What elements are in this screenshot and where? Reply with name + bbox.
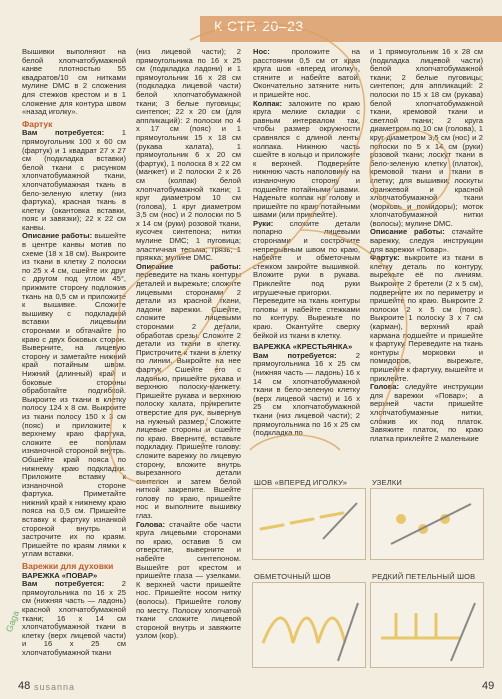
description-label: Описание работы:: [22, 231, 93, 241]
caption-overcast-stitch: ОБМЕТОЧНЫЙ ШОВ: [254, 572, 331, 581]
apron-label: Фартук:: [370, 253, 400, 263]
materials-label: Вам потребуется:: [22, 128, 105, 138]
glove-peasant-title: ВАРЕЖКА «КРЕСТЬЯНКА»: [253, 342, 353, 352]
blanket-stitch-drawing: [371, 583, 483, 667]
page-number-left: 48: [18, 680, 31, 692]
glove-chef-title: ВАРЕЖКА «ПОВАР»: [22, 570, 98, 580]
hat-label: Колпак:: [253, 98, 283, 108]
outline-dashed-line: [200, 300, 230, 460]
arms-text: сложите детали попарно лицевыми сторонами и сострочите непрерывным швом по краю, набейте и обметочным стежком закройте вышивкой. Вложите руки в рукава. Приклейте под руки игрушечные пригорки.: [253, 218, 360, 297]
section-heading-gloves: Варежки для духовки: [22, 561, 114, 572]
nose-text: проложите на расстоянии 0,5 см от края круга шов «вперед иголку», стяните и набейте ватой. Окончательно затяните нить и пришейте нос.: [253, 47, 360, 99]
stitch-knots-figure: [370, 488, 484, 560]
outline-curve-arm: [300, 230, 407, 420]
outline-circle: [370, 130, 450, 210]
materials-text: 2 прямоугольника по 16 х 25 см (нижняя часть — ладонь) красной хлопчатобумажной ткани; 16 х 14 см хлопчатобумажной ткани в клетку (верх лицевой части) и 16 х 25 см хлопчатобумажной ткани: [22, 579, 126, 657]
page-reference: К СТР. 20–23: [214, 18, 304, 34]
description-text: стачайте варежку, следуя инструкции для варежки «Повар».: [370, 227, 483, 254]
description-text: вышейте в центре канвы мотив по схеме (18 х 18 см). Выкроите из ткани в клетку 2 полоски по 25 х 4 см, сшейте их друг с другом под углом 45°, прижмите сторону подложив ткань на 0,5 см и приложите к вышивке. Сложите вышивку с подкладкой вставки лицевыми сторонами и обтачайте по краю с двух боковых сторон. Выверните, на лицевую сторону и заметайте нижний край потайным швом. Нижний (длинный) край и боковые стороны обработайте подгибкой. Выкроите из ткани в клетку полосу 124 х 8 см. Выкроите из ткани полосу 150 х 3 см (пояс) и приложите к верхнему краю фартука, сложите ее пополам изнаночной стороной внутрь. Обшейте край пояса по нижнему краю подкладки. Приложите вставку к изнаночной стороне фартука. Приметайте нижний край к нижнему краю пояса на 0,5 см. Пришейте вставку к фартуку изнанкой стороной внутрь и застрочите их по краям. Пришейте по краям лямки к углам вставки.: [22, 231, 126, 559]
page-number-right: 49: [482, 680, 495, 692]
caption-blanket-stitch: РЕДКИЙ ПЕТЕЛЬНЫЙ ШОВ: [372, 572, 476, 581]
nose-label: Нос:: [253, 47, 270, 56]
glove-chef-materials-cont: (низ лицевой части); 2 прямоугольника по 16 х 25 см (подкладка ладони) и 1 прямоугольник 16 х 28 см (подкладка лицевой части) белой хлопчатобумажной ткани; 3 белые пуговицы; синтепон; 22 х 20 см (для аппликаций): 2 полоски по 4 х 17 см (пояс) и 1 прямоугольник 15 х 18 см (рукава халата), 1 прямоугольник 6 х 20 см (фартук), 1 полоска 8 х 22 см (манжет) и 2 полоски 2 х 26 см (колпак) белой хлопчатобумажной ткани; 1 круг диаметром 10 см (голова), 1 круг диаметром 3,5 см (нос) и 2 полоски по 5 х 14 см (руки) розовой ткани, кусочек синтепона; нитки мулине DMC; 1 пуговица; эластичная тесьма; грязь; 1 пряжка; мулине DMC.: [136, 47, 241, 263]
running-stitch-drawing: [253, 489, 365, 559]
needle-icon: [323, 503, 357, 539]
head-text: следуйте инструкции для варежки «Повар»; а верхней части пришейте хлопчатобумажные нитки, сложив их под платок. Завяжите платок, по краю платка приклейте 2 маленькие: [370, 382, 483, 443]
outline-curve-hem: [250, 435, 340, 450]
head-label: Голова:: [136, 519, 166, 529]
caption-knots: УЗЕЛКИ: [372, 478, 403, 487]
materials-label: Вам потребуется:: [253, 350, 337, 360]
caption-running-stitch: ШОВ «ВПЕРЕД ИГОЛКУ»: [254, 478, 348, 487]
stitch-blanket-figure: [370, 582, 484, 668]
outline-curve-side: [110, 300, 160, 483]
description-label: Описание работы:: [370, 227, 445, 237]
hat-text: заложите по краю круга мелкие складки с равным интервалом так, чтобы размер окружности сравнялся с длиной ленты колпака. Нижнюю часть сшейте в кольцо и приложите к верхней. Подверните нижнюю часть наполовину на изнаночную сторону и подшейте потайными швами. Наденьте колпак на голову и пришейте по краю потайными швами (или приклейте).: [253, 98, 360, 220]
section-heading-apron: Фартук: [22, 118, 53, 129]
description-label: Описание работы:: [136, 261, 241, 271]
outline-curve-head: [150, 24, 365, 380]
intro-text: Вышивки выполняют на белой хлопчатобумажной канве плотностью 55 квадратов/10 см нитками мулине DMC в 2 сложения для стежков крестом и в 1 сложение для контура швом «назад иголку».: [22, 47, 126, 117]
knots-drawing: [371, 489, 483, 559]
outline-curve-collar: [120, 247, 240, 300]
stitch-overcast-figure: [252, 582, 366, 668]
head-text: стачайте обе части круга лицевыми сторонами по краю, оставив 5 см отверстие, выверните и набейте синтепоном. Вышейте рот крестом и пришейте глаза — узелками. К верхней части пришейте нос. Пришейте носом нитку (волосы). Пришейте голову по месту. Полоску хлопчатой ткани сложите лицевой стороной внутрь и завяжите узлом (кор).: [136, 519, 241, 641]
brand-logo: susanna: [34, 682, 76, 692]
materials-label: Вам потребуется:: [22, 579, 105, 589]
needle-icon: [391, 504, 471, 544]
materials-text: 2 прямоугольника 16 х 25 см (нижняя часть — ладонь) 16 х 14 см хлопчатобумажной ткани в бело-зеленую клетку (верх лицевой части) и 16 х 25 см хлопчатобумажной ткани (низ лицевой части); 2 прямоугольника по 16 х 25 см (подкладка по: [253, 350, 360, 438]
stitch-running-figure: [252, 488, 366, 560]
overcast-stitch-drawing: [253, 583, 365, 667]
watermark: Gaga: [4, 609, 21, 634]
materials-text: 1 прямоугольник 100 х 60 см (фартук) и 1 квадрат 27 х 27 см (подкладка вставки) белой ткани с рисунком хлопчатобумажной ткани, хлопчатобумажная ткань в бело-зеленую клетку (низ фартука), красная ткань в клетку (окантовка вставки, пояс и завязки); 22 х 22 см канвы.: [22, 128, 126, 232]
description-text: переведите на ткань контуры деталей и вырежьте; сложите лицевыми сторонами 2 детали из красной ткани, ладони варежки. Сшейте, сложите лицевыми сторонами 2 детали, обработав срезы. Сложите 2 детали из ткани в клетку. Пристрочите к ткани в клетку по линии. Выкройте на нее фартук. Сшейте его с ладонью, пришейте рукава и верхнюю полоску-манжету. Пришейте рукава и верхнюю полоску халата, прикрепите отверстие для рук, вывернув на нужный размер. Сложите лицевые стороны и сшейте по краю. Вверните, вставьте подкладку. Пришейте голову: сложите варежку по лицевую сторону, вложите внутрь вырезанного детали синтепон и затем белой ниткой закрепите. Вшейте голову по краю, пришейте нос и выполните вышивку глаз.: [136, 270, 241, 521]
hands-instructions: Переведите на ткань контуры головы и набейте стежками по контуру. Вырежьте по краю. Окантуйте сверху бейкой из ткани в клетку.: [253, 296, 360, 340]
head-label: Голова:: [370, 382, 400, 392]
needle-icon: [451, 603, 475, 661]
arms-label: Руки:: [253, 218, 274, 228]
glove-peasant-materials-cont: и 1 прямоугольник 16 х 28 см (подкладка лицевой части) белой хлопчатобумажной ткани; 2 белые пуговицы; синтепон; для аппликаций: 2 полоски по 15 х 18 см (рукава) белой хлопчатобумажной ткани, кремовой ткани и светлой ткани; 2 круга диаметром по 10 см (голова), 1 круг диаметром 3,5 см (нос) и 2 полоски по 5 х 14 см (руки) розовой ткани; лоскут ткани в бело-зеленую клетку (платок), кремовой ткани и ткани в клетку; для вышивки; лоскуты оранжевой и красной хлопчатобумажной ткани (морковь и помидоры); моток хлопчатобумажной нитки (волосы); мулине DMC.: [370, 47, 483, 228]
apron-text: выкроите из ткани в клетку деталь по контуру, вырежьте её по линиям. Выкроите 2 бретели (2 х 5 см), подверните их по периметру и пришейте по краю. Выкроите 2 полоски 2 х 5 см (пояс). Выкроите 1 полоску 3 х 7 см (карман), верхний край кармана подшейте и пришейте к фартуку. Переведите на ткань контуры морковки и помидоров, вырежьте, пришейте к фартуку, вышейте и приклейте.: [370, 253, 483, 383]
